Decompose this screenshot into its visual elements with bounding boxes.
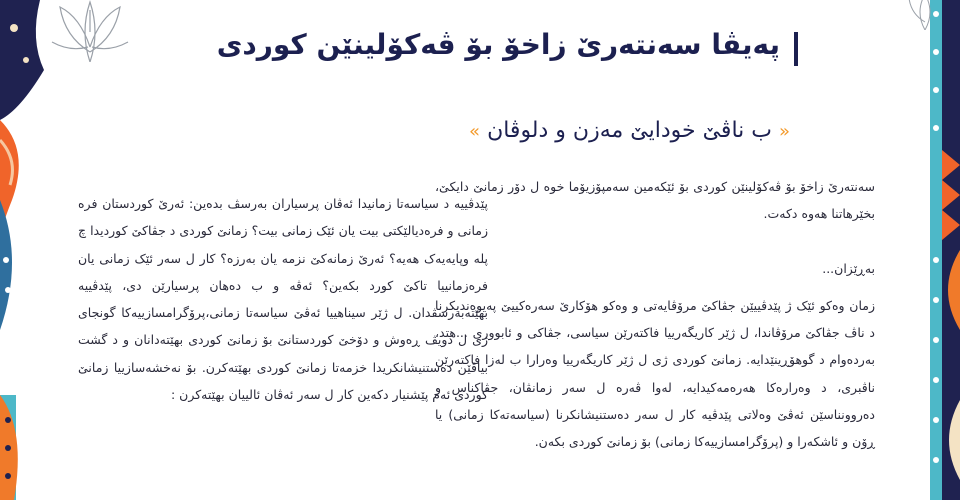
author-line xyxy=(469,118,790,143)
intro-paragraph: سەنتەرێ زاخۆ بۆ ڤەکۆلینێن کوردی بۆ ئێکەمین سەمپۆزیۆما خوە ل دۆر زمانێ دایکێ، بخێرهاتنا هەوە دکەت. xyxy=(435,179,875,222)
close-quote: » xyxy=(469,121,481,142)
flower-illustration xyxy=(905,0,945,30)
right-decorative-border xyxy=(930,0,960,500)
open-quote: « xyxy=(778,121,790,142)
right-text-column xyxy=(435,173,875,456)
author-name: ب ناڤێ خودایێ مەزن و دلوڤان xyxy=(487,118,772,143)
body-paragraph: پێدڤییە د سیاسەتا زمانیدا ئەڤان پرسیاران بەرسڤ بدەین: ئەرێ کوردستان فرە زمانی و فرەدیالێکتی بیت یان ئێک زمانی بیت؟ زمانێ کوردی د جڤاکێ کوردیدا چ پلە وپایەیەک هەیە؟ ئەرێ زمانەکێ نزمە یان بەرزە؟ کار ل سەر ئێک زمانی یان فرەزمانییا تاکێ کورد بکەین؟ ئەڤە و ب دەهان پرسیارێن دی، پێدڤییە بهێتەبەرسڤدان. ل ژێر سیناهییا ئەڤێ سیاسەتا زمانی،پرۆگرامسازییەکا گونجای ژی ل دویڤ ڕەوش و دۆخێ کوردستانێ بۆ زمانێ کوردی بهێتەدانان و د گشت بیاڤێن دەستنیشانکریدا خزمەتا زمانێ کوردی بهێتەکرن. بۆ نەخشەسازییا زمانێ کوردی ئەم پێشنیار دکەین کار ل سەر ئەڤان ئالییان بهێتەکرن : xyxy=(78,196,488,403)
left-decorative-border xyxy=(0,0,44,500)
title-accent-bar xyxy=(794,32,798,66)
body-paragraph: زمان وەکو ئێک ژ پێدڤییێن جڤاکێ مرۆڤایەتی و وەکو هۆکارێ سەرەکییێ پەیوەندیکرنا د ناڤ جڤاکێ مرۆڤاندا، ل ژێر کاریگەرییا فاکتەرێن سیاسی، جڤاکی و ئابووری ...هتد، بەردەوام د گوهۆڕینێدایە. زمانێ کوردی ژی ل ژێر کاریگەرییا وەرارا ب لەزا فاکتەرێن ناڤبری، د وەرارەکا هەرەمەکیدایە، لەوا ڤەره ل سەر زمانڤان، جڤاکناس و دەروونناسێن ئەڤێ وەلاتی پێدڤیە کار ل سەر دەستنیشانکرنا (سیاسەتەکا زمانی) یا ڕۆن و ئاشکەرا و (پرۆگرامسازییەکا زمانی) بۆ زمانێ کوردی بکەن. xyxy=(435,297,875,450)
flower-illustration xyxy=(40,0,140,62)
page-title: پەیڤا سەنتەرێ زاخۆ بۆ ڤەکۆلینێن کوردی xyxy=(216,28,780,61)
salutation: بەڕێزان... xyxy=(822,260,875,276)
left-text-column xyxy=(78,190,488,408)
